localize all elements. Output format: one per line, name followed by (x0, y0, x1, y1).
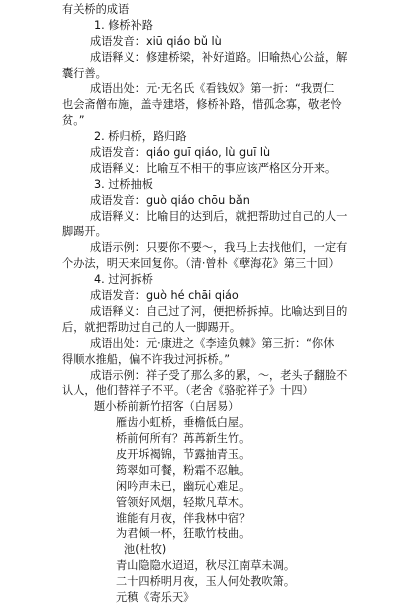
poem-title: 池(杜牧) (124, 543, 167, 557)
poem-line: 管领好风烟，轻欺凡草木。 (116, 495, 251, 509)
idiom-pronunciation: 成语发音：guò hé chāi qiáo (90, 289, 239, 303)
idiom-meaning: 成语释义：比喻互不相干的事应该严格区分开来。 (90, 161, 337, 175)
idiom-example: 成语示例：祥子受了那么多的累，～，老头子翻脸不 (90, 368, 348, 382)
idiom-pronunciation: 成语发音：guò qiáo chōu bǎn (90, 193, 250, 207)
idiom-meaning: 成语释义：自己过了河，便把桥拆掉。比喻达到目的 (90, 304, 348, 318)
idiom-pronunciation: 成语发音：qiáo guī qiáo, lù guī lù (90, 146, 271, 160)
idiom-heading: 4. 过河拆桥 (94, 273, 153, 287)
idiom-example: 成语示例：只要你不要～，我马上去找他们，一定有 (90, 241, 348, 255)
idiom-example-cont: 认人，他们替祥子不平。（老舍《骆驼祥子》十四） (62, 384, 314, 398)
idiom-source-cont: 贫。” (62, 114, 85, 128)
idiom-pronunciation: 成语发音：xiū qiáo bǔ lù (90, 34, 222, 48)
poem-line: 雁齿小虹桥，垂檐低白屋。 (116, 416, 251, 430)
poem-line: 为君倾一杯，狂歌竹枝曲。 (116, 527, 251, 541)
idiom-heading: 1. 修桥补路 (94, 18, 153, 32)
idiom-source-cont: 得顺水推船，偏不许我过河拆桥。” (62, 352, 231, 366)
poem-line: 筠翠如可餐，粉霜不忍触。 (116, 463, 251, 477)
idiom-meaning-cont: 脚踢开。 (62, 225, 107, 239)
idiom-heading: 2. 桥归桥，路归路 (94, 130, 187, 144)
idiom-meaning: 成语释义：修建桥梁，补好道路。旧喻热心公益，解 (90, 50, 348, 64)
poem-line: 桥前何所有？苒苒新生竹。 (116, 432, 251, 446)
poem-line: 谁能有月夜，伴我林中宿？ (116, 511, 251, 525)
page-title: 有关桥的成语 (62, 3, 130, 16)
poem-line: 皮开坼褐锦，节露抽青玉。 (116, 447, 251, 461)
idiom-meaning-cont: 囊行善。 (62, 66, 107, 80)
idiom-example-cont: 个办法，明天来回复你。（清·曾朴《孽海花》第三十回） (62, 257, 340, 271)
idiom-source: 成语出处：元·无名氏《看钱奴》第一折：“我贾仁 (90, 82, 335, 96)
poem-line: 闲吟声未已，幽玩心难足。 (116, 479, 251, 493)
poem-title: 题小桥前新竹招客（白居易） (94, 400, 240, 414)
idiom-heading: 3. 过桥抽板 (94, 177, 153, 191)
poem-title: 元稹《寄乐天》 (116, 591, 195, 604)
poem-line: 青山隐隐水迢迢，秋尽江南草未凋。 (116, 559, 296, 573)
idiom-meaning-cont: 后，就把帮助过自己的人一脚踢开。 (62, 320, 242, 334)
idiom-source-cont: 也会斋僧布施，盖寺建塔，修桥补路，惜孤念寡，敬老怜 (62, 98, 342, 112)
idiom-meaning: 成语释义：比喻目的达到后，就把帮助过自己的人一 (90, 209, 348, 223)
poem-line: 二十四桥明月夜，玉人何处教吹箫。 (116, 575, 296, 589)
idiom-source: 成语出处：元·康进之《李逵负棘》第三折：“你休 (90, 336, 335, 350)
